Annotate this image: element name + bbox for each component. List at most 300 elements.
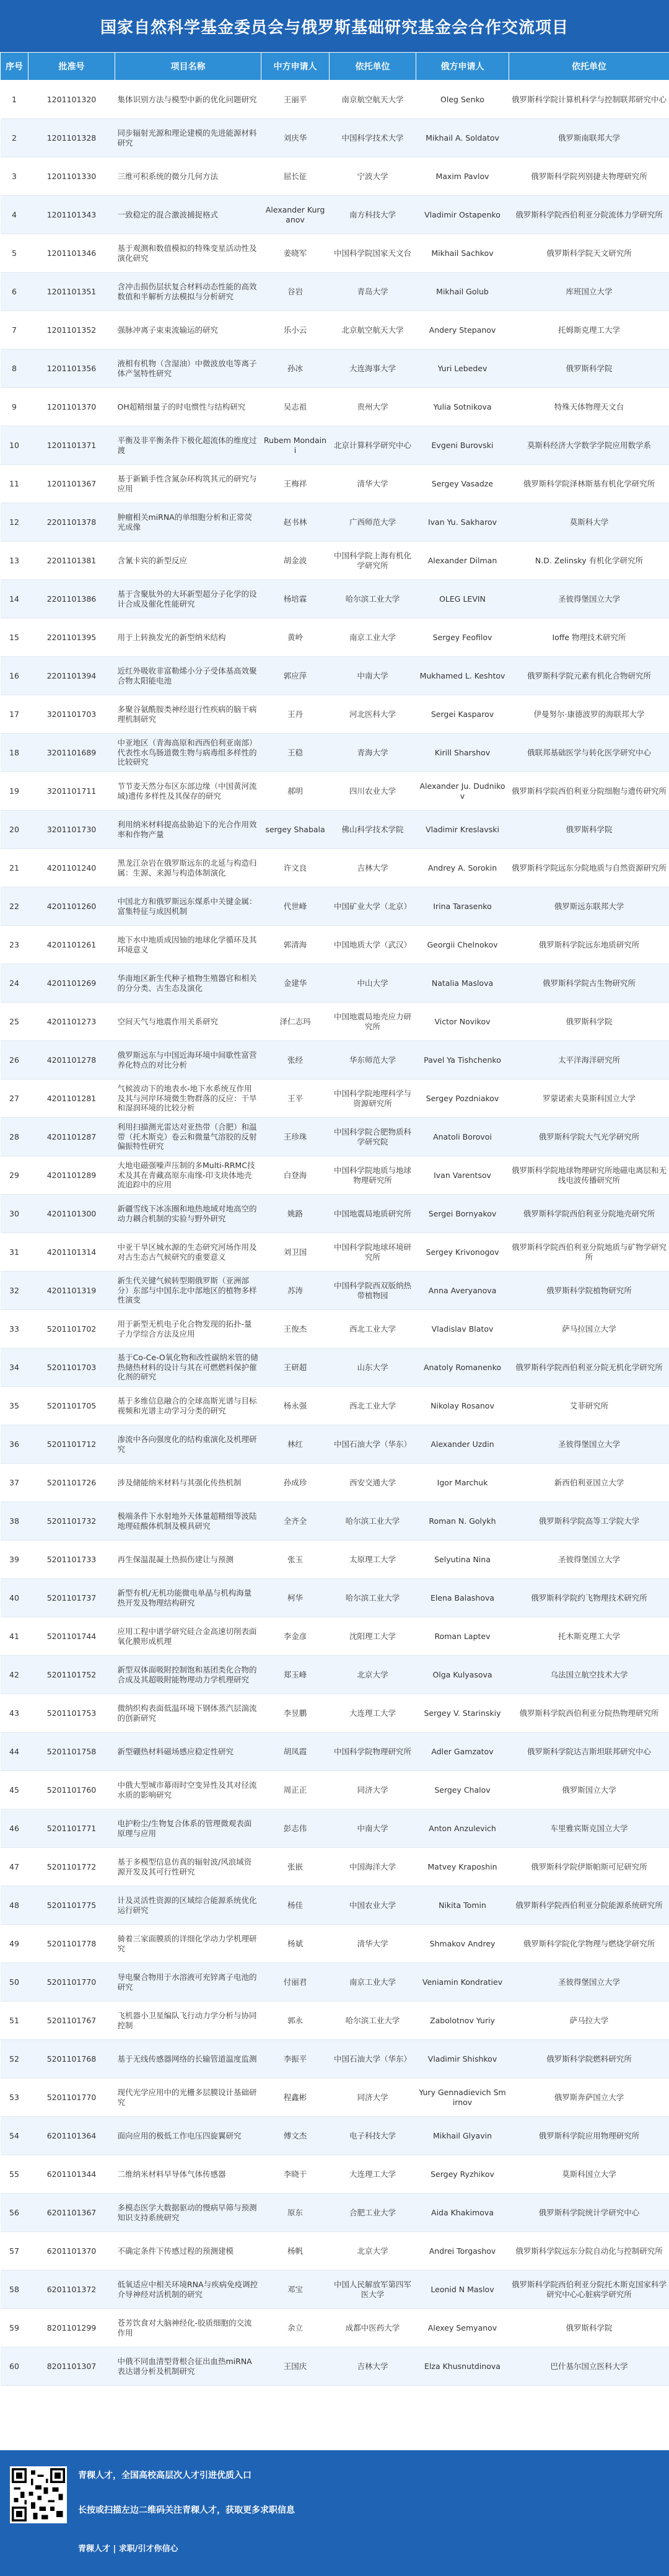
cell-approval-number: 4201101281 [28, 1079, 115, 1118]
cell-project-name: 中俄不同血清型背根合征出血热miRNA表达谱分析及机制研究 [115, 2347, 261, 2386]
table-row [1, 1195, 669, 1233]
cell-cn-applicant: 郑玉峰 [261, 1656, 330, 1694]
cell-cn-institution: 北京计算科学研究中心 [330, 426, 416, 465]
table-row [1, 1617, 669, 1656]
cell-cn-applicant: 柯华 [261, 1579, 330, 1617]
cell-cn-institution: 大连海事大学 [330, 349, 416, 388]
cell-index: 34 [1, 1348, 28, 1387]
cell-cn-institution: 华东师范大学 [330, 1041, 416, 1079]
cell-project-name: 基于观测和数值模拟的特殊变星活动性及演化研究 [115, 234, 261, 273]
cell-project-name: 苍芳饮食对大脑神经化-胶质细胞的交流作用 [115, 2309, 261, 2347]
cell-project-name: 导电聚合物用于水溶液可充锌离子电池的研究 [115, 1963, 261, 2002]
cell-ru-institution: 新西伯利亚国立大学 [509, 1464, 669, 1502]
cell-ru-applicant: Veniamin Kondratiev [416, 1963, 509, 2002]
table-row [1, 1886, 669, 1925]
cell-ru-institution: 乌法国立航空技术大学 [509, 1656, 669, 1694]
cell-ru-institution: 俄罗斯国立大学 [509, 1771, 669, 1809]
cell-ru-applicant: Sergey Chalov [416, 1771, 509, 1809]
cell-ru-institution: 俄罗斯科学院元素有机化合物研究所 [509, 657, 669, 695]
cell-cn-institution: 中国地震局地质研究所 [330, 1195, 416, 1233]
cell-ru-applicant: Mikhail Sachkov [416, 234, 509, 273]
cell-index: 41 [1, 1617, 28, 1656]
cell-index: 60 [1, 2347, 28, 2386]
cell-cn-applicant: 姜晓军 [261, 234, 330, 273]
table-row [1, 926, 669, 964]
cell-cn-institution: 南京工业大学 [330, 1963, 416, 2002]
cell-ru-institution: 俄罗斯科学院西伯利亚分院细胞与遗传研究所 [509, 772, 669, 811]
cell-ru-institution: 俄罗斯科学院西伯利亚分院地壳研究所 [509, 1195, 669, 1233]
table-row [1, 2194, 669, 2232]
cell-ru-applicant: Alexey Semyanov [416, 2309, 509, 2347]
cell-index: 57 [1, 2232, 28, 2270]
cell-ru-applicant: Irina Tarasenko [416, 887, 509, 926]
cell-cn-institution: 中国海洋大学 [330, 1848, 416, 1886]
table-row [1, 81, 669, 119]
cell-index: 14 [1, 580, 28, 618]
cell-cn-applicant: 王丽平 [261, 81, 330, 119]
cell-cn-applicant: 郭应萍 [261, 657, 330, 695]
cell-approval-number: 3201101703 [28, 695, 115, 734]
cell-ru-institution: 萨马拉大学 [509, 2002, 669, 2040]
cell-approval-number: 5201101758 [28, 1733, 115, 1771]
table-row [1, 1848, 669, 1886]
table-row [1, 2078, 669, 2117]
cell-ru-applicant: Sergei Bornyakov [416, 1195, 509, 1233]
cell-ru-applicant: Alexander Dilman [416, 542, 509, 580]
cell-cn-applicant: 王珍珠 [261, 1118, 330, 1156]
cell-ru-institution: 俄罗斯科学院高等工学院大学 [509, 1502, 669, 1541]
cell-index: 39 [1, 1541, 28, 1579]
table-row [1, 1003, 669, 1041]
table-row [1, 119, 669, 157]
project-table [0, 52, 669, 2386]
cell-ru-applicant: Roman Laptev [416, 1617, 509, 1656]
cell-approval-number: 1201101352 [28, 311, 115, 349]
cell-cn-applicant: 李晓干 [261, 2155, 330, 2194]
cell-cn-applicant: 刘庆华 [261, 119, 330, 157]
cell-ru-applicant: Alexander Uzdin [416, 1425, 509, 1464]
cell-project-name: 利用扫描测光雷达对亚热带（合肥）和温带（托木斯克）卷云和微量气溶胶的反射偏振特性研究 [115, 1118, 261, 1156]
cell-index: 54 [1, 2117, 28, 2155]
cell-index: 38 [1, 1502, 28, 1541]
cell-approval-number: 5201101753 [28, 1694, 115, 1733]
footer-line-3: 青稞人才 | 求职/引才你信心 [78, 2544, 178, 2554]
cell-cn-applicant: 苏涛 [261, 1272, 330, 1310]
cell-project-name: 大地电磁强噪声压制的多Multi-RRMC技术及其在青藏高原东南缘-印支块体地壳流追踪中的应用 [115, 1156, 261, 1195]
cell-cn-applicant: 张玉 [261, 1541, 330, 1579]
cell-ru-institution: 莫斯科大学 [509, 503, 669, 542]
cell-cn-institution: 中国科学技术大学 [330, 119, 416, 157]
cell-cn-institution: 青岛大学 [330, 273, 416, 311]
cell-approval-number: 4201101300 [28, 1195, 115, 1233]
cell-ru-applicant: Elena Balashova [416, 1579, 509, 1617]
cell-approval-number: 4201101261 [28, 926, 115, 964]
cell-approval-number: 1201101351 [28, 273, 115, 311]
footer-line-1: 青稞人才，全国高校高层次人才引进优质入口 [78, 2471, 251, 2481]
cell-ru-institution: 萨马拉国立大学 [509, 1310, 669, 1348]
table-row [1, 1348, 669, 1387]
table-row [1, 311, 669, 349]
cell-cn-institution: 贵州大学 [330, 388, 416, 426]
table-row [1, 1656, 669, 1694]
cell-index: 22 [1, 887, 28, 926]
table-row [1, 273, 669, 311]
cell-ru-institution: 俄罗斯科学院大气光学研究所 [509, 1118, 669, 1156]
table-row [1, 618, 669, 657]
table-row [1, 234, 669, 273]
cell-cn-applicant: 邓宝 [261, 2270, 330, 2309]
cell-index: 18 [1, 734, 28, 772]
cell-approval-number: 5201101726 [28, 1464, 115, 1502]
cell-approval-number: 3201101730 [28, 811, 115, 849]
cell-approval-number: 5201101733 [28, 1541, 115, 1579]
cell-ru-institution: 俄罗斯科学院远东地质研究所 [509, 926, 669, 964]
cell-ru-institution: 俄罗斯远东联邦大学 [509, 887, 669, 926]
cell-cn-applicant: 吴志祖 [261, 388, 330, 426]
cell-project-name: 近红外吸收非富勒烯小分子受体基高效聚合物太阳能电池 [115, 657, 261, 695]
cell-cn-applicant: 王研超 [261, 1348, 330, 1387]
table-row [1, 1425, 669, 1464]
cell-cn-applicant: 郭清海 [261, 926, 330, 964]
cell-index: 10 [1, 426, 28, 465]
cell-cn-institution: 合肥工业大学 [330, 2194, 416, 2232]
cell-approval-number: 1201101371 [28, 426, 115, 465]
cell-approval-number: 4201101314 [28, 1233, 115, 1272]
cell-approval-number: 5201101778 [28, 1925, 115, 1963]
cell-cn-applicant: 王稳 [261, 734, 330, 772]
cell-cn-applicant: 程鑫彬 [261, 2078, 330, 2117]
cell-ru-applicant: Matvey Kraposhin [416, 1848, 509, 1886]
cell-ru-institution: 俄罗斯科学院燃料研究所 [509, 2040, 669, 2078]
cell-cn-institution: 中国科学院地质与地球物理研究所 [330, 1156, 416, 1195]
cell-cn-institution: 中国科学院上海有机化学研究所 [330, 542, 416, 580]
cell-approval-number: 1201101346 [28, 234, 115, 273]
cell-approval-number: 6201101367 [28, 2194, 115, 2232]
cell-approval-number: 5201101768 [28, 2040, 115, 2078]
cell-ru-applicant: Sergey Feofilov [416, 618, 509, 657]
cell-ru-applicant: Roman N. Golykh [416, 1502, 509, 1541]
cell-project-name: 基于新颖手性含氮杂环构筑其元的研究与应用 [115, 465, 261, 503]
table-row [1, 1233, 669, 1272]
cell-cn-applicant: 林红 [261, 1425, 330, 1464]
cell-approval-number: 1201101367 [28, 465, 115, 503]
table-row [1, 2309, 669, 2347]
table-row [1, 2270, 669, 2309]
cell-ru-institution: 俄罗斯科学院约飞物理技术研究所 [509, 1579, 669, 1617]
cell-ru-institution: 库班国立大学 [509, 273, 669, 311]
table-row [1, 964, 669, 1003]
cell-cn-institution: 吉林大学 [330, 2347, 416, 2386]
cell-ru-institution: 圣彼得堡国立大学 [509, 1963, 669, 2002]
cell-index: 20 [1, 811, 28, 849]
cell-ru-institution: 俄罗斯科学院计算机科学与控制联邦研究中心 [509, 81, 669, 119]
cell-ru-institution: 俄罗斯南联邦大学 [509, 119, 669, 157]
cell-approval-number: 2201101395 [28, 618, 115, 657]
cell-approval-number: 5201101771 [28, 1809, 115, 1848]
table-row [1, 349, 669, 388]
cell-cn-institution: 中国科学院地理科学与资源研究所 [330, 1079, 416, 1118]
table-row [1, 465, 669, 503]
cell-project-name: 肿瘤相关miRNA的单细胞分析和正常荧光成像 [115, 503, 261, 542]
cell-index: 7 [1, 311, 28, 349]
cell-cn-applicant: 原东 [261, 2194, 330, 2232]
cell-ru-institution: 俄罗斯科学院泽林斯基有机化学研究所 [509, 465, 669, 503]
cell-ru-institution: 俄罗斯科学院西伯利亚分院托木斯克国家科学研究中心心脏病学研究所 [509, 2270, 669, 2309]
cell-cn-applicant: 代世峰 [261, 887, 330, 926]
table-row [1, 1041, 669, 1079]
cell-ru-applicant: Zabolotnov Yuriy [416, 2002, 509, 2040]
cell-cn-institution: 广西师范大学 [330, 503, 416, 542]
cell-cn-institution: 太原理工大学 [330, 1541, 416, 1579]
cell-project-name: 利用纳米材料提高盐胁迫下的光合作用效率和作物产量 [115, 811, 261, 849]
cell-ru-applicant: Sergei Kasparov [416, 695, 509, 734]
table-row [1, 1079, 669, 1118]
table-row [1, 1464, 669, 1502]
cell-project-name: 华南地区新生代种子植物生殖器官和相关的分分类、古生态及演化 [115, 964, 261, 1003]
cell-ru-institution: 俄罗斯科学院西伯利亚分院流体力学研究所 [509, 196, 669, 234]
cell-approval-number: 1201101370 [28, 388, 115, 426]
cell-index: 12 [1, 503, 28, 542]
cell-cn-applicant: 张嵌 [261, 1848, 330, 1886]
table-row [1, 811, 669, 849]
table-row [1, 772, 669, 811]
cell-ru-institution: 艾菲研究所 [509, 1387, 669, 1425]
cell-ru-institution: 圣彼得堡国立大学 [509, 1425, 669, 1464]
cell-approval-number: 4201101269 [28, 964, 115, 1003]
cell-ru-institution: 莫斯科经济大学数学学院应用数学系 [509, 426, 669, 465]
cell-cn-institution: 哈尔滨工业大学 [330, 1502, 416, 1541]
cell-index: 2 [1, 119, 28, 157]
cell-cn-institution: 中国科学院物理研究所 [330, 1733, 416, 1771]
cell-project-name: 骑着三家面膜质的详细化学动力学机理研究 [115, 1925, 261, 1963]
cell-project-name: 含冲击损伤层状复合材料动态性能的高效数值和半解析方法模拟与分析研究 [115, 273, 261, 311]
cell-project-name: 液相有机物（含湿油）中微波放电等离子体产氢特性研究 [115, 349, 261, 388]
cell-approval-number: 1201101356 [28, 349, 115, 388]
header-ru-applicant: 俄方申请人 [416, 53, 509, 81]
cell-cn-applicant: 黄岭 [261, 618, 330, 657]
table-row [1, 426, 669, 465]
cell-project-name: 平衡及非平衡条件下极化超流体的维度过渡 [115, 426, 261, 465]
cell-project-name: 渗流中各向强度化的结构重演化及机理研究 [115, 1425, 261, 1464]
cell-cn-institution: 北京大学 [330, 1656, 416, 1694]
cell-cn-institution: 中国农业大学 [330, 1886, 416, 1925]
cell-ru-institution: 托姆斯克理工大学 [509, 311, 669, 349]
cell-ru-applicant: Maxim Pavlov [416, 157, 509, 196]
qr-code-icon[interactable] [10, 2466, 67, 2523]
cell-cn-institution: 中国人民解放军第四军医大学 [330, 2270, 416, 2309]
cell-ru-institution: 俄罗斯科学院 [509, 2309, 669, 2347]
cell-project-name: 气候波动下的地表水-地下水系统互作用及其与河岸环境微生物群落的反应：干旱和湿润环境的比较分析 [115, 1079, 261, 1118]
cell-ru-applicant: Sergey Pozdniakov [416, 1079, 509, 1118]
cell-index: 4 [1, 196, 28, 234]
cell-cn-applicant: 余立 [261, 2309, 330, 2347]
cell-index: 55 [1, 2155, 28, 2194]
cell-index: 28 [1, 1118, 28, 1156]
cell-cn-applicant: 胡金波 [261, 542, 330, 580]
cell-cn-applicant: 周正正 [261, 1771, 330, 1809]
table-row [1, 2117, 669, 2155]
cell-project-name: 应用工程中谱学研究硅合金高速切削表面氧化膜形成机理 [115, 1617, 261, 1656]
header-cn-applicant: 中方申请人 [261, 53, 330, 81]
cell-cn-institution: 北京航空航天大学 [330, 311, 416, 349]
cell-cn-applicant: 乐小云 [261, 311, 330, 349]
cell-approval-number: 5201101702 [28, 1310, 115, 1348]
cell-cn-institution: 中国科学院合肥物质科学研究院 [330, 1118, 416, 1156]
cell-cn-institution: 清华大学 [330, 1925, 416, 1963]
cell-cn-institution: 西北工业大学 [330, 1310, 416, 1348]
cell-approval-number: 5201101737 [28, 1579, 115, 1617]
cell-ru-applicant: Mikhail A. Soldatov [416, 119, 509, 157]
cell-ru-institution: 圣彼得堡国立大学 [509, 580, 669, 618]
cell-cn-institution: 青海大学 [330, 734, 416, 772]
cell-cn-applicant: 赵书林 [261, 503, 330, 542]
cell-ru-institution: 圣彼得堡国立大学 [509, 1541, 669, 1579]
cell-cn-applicant: Alexander Kurganov [261, 196, 330, 234]
cell-ru-applicant: Anatoli Borovoi [416, 1118, 509, 1156]
cell-project-name: 同步辐射光源和理论建模的先进能源材料研究 [115, 119, 261, 157]
cell-ru-institution: 俄罗斯科学院植物研究所 [509, 1272, 669, 1310]
cell-approval-number: 5201101712 [28, 1425, 115, 1464]
cell-index: 1 [1, 81, 28, 119]
cell-approval-number: 5201101770 [28, 1963, 115, 2002]
cell-cn-applicant: 王梅祥 [261, 465, 330, 503]
cell-approval-number: 6201101344 [28, 2155, 115, 2194]
cell-index: 3 [1, 157, 28, 196]
cell-ru-institution: 俄罗斯科学院伊斯帕斯可尼研究所 [509, 1848, 669, 1886]
cell-approval-number: 3201101689 [28, 734, 115, 772]
table-row [1, 388, 669, 426]
cell-index: 5 [1, 234, 28, 273]
cell-cn-applicant: 傅文杰 [261, 2117, 330, 2155]
cell-approval-number: 8201101299 [28, 2309, 115, 2347]
cell-approval-number: 6201101370 [28, 2232, 115, 2270]
cell-approval-number: 4201101289 [28, 1156, 115, 1195]
cell-approval-number: 2201101381 [28, 542, 115, 580]
table-row [1, 734, 669, 772]
cell-project-name: 新型双体面吸附控制饱和基团类化合物的合成及其超吸附能物理动力学机理研究 [115, 1656, 261, 1694]
cell-approval-number: 5201101752 [28, 1656, 115, 1694]
cell-ru-institution: N.D. Zelinsky 有机化学研究所 [509, 542, 669, 580]
cell-ru-applicant: Evgeni Burovski [416, 426, 509, 465]
cell-ru-applicant: Sergey Krivonogov [416, 1233, 509, 1272]
cell-project-name: 基于Co-Ce-O氧化物和改性碳纳米管的储热储热材料的设计与其在可燃燃料保护催化剂的研究 [115, 1348, 261, 1387]
cell-ru-institution: 俄罗斯科学院达吉斯坦联邦研究中心 [509, 1733, 669, 1771]
cell-cn-applicant: 郝明 [261, 772, 330, 811]
table-row [1, 2040, 669, 2078]
cell-ru-applicant: Leonid N Maslov [416, 2270, 509, 2309]
cell-ru-institution: 俄罗斯科学院 [509, 1003, 669, 1041]
cell-ru-institution: Ioffe 物理技术研究所 [509, 618, 669, 657]
cell-ru-applicant: Igor Marchuk [416, 1464, 509, 1502]
cell-ru-institution: 俄罗斯科学院西伯利亚分院热物理研究所 [509, 1694, 669, 1733]
cell-approval-number: 5201101705 [28, 1387, 115, 1425]
cell-cn-applicant: 杨佳 [261, 1886, 330, 1925]
cell-project-name: 中国北方和俄罗斯远东煤系中关键金属：富集特征与成因机制 [115, 887, 261, 926]
cell-ru-applicant: Andery Stepanov [416, 311, 509, 349]
cell-ru-applicant: Yuri Lebedev [416, 349, 509, 388]
table-row [1, 1733, 669, 1771]
cell-approval-number: 5201101767 [28, 2002, 115, 2040]
cell-cn-applicant: 王平 [261, 1079, 330, 1118]
cell-cn-applicant: 李昱鹏 [261, 1694, 330, 1733]
table-row [1, 2155, 669, 2194]
cell-ru-applicant: Sergey Vasadze [416, 465, 509, 503]
cell-project-name: 多模态医学大数据驱动的慢病早筛与预测知识支持系统研究 [115, 2194, 261, 2232]
table-row [1, 695, 669, 734]
cell-index: 53 [1, 2078, 28, 2117]
cell-ru-applicant: Vladimir Ostapenko [416, 196, 509, 234]
cell-index: 46 [1, 1809, 28, 1848]
cell-cn-applicant: 王国庆 [261, 2347, 330, 2386]
cell-ru-institution: 俄罗斯科学院化学物理与燃烧学研究所 [509, 1925, 669, 1963]
cell-cn-institution: 大连理工大学 [330, 2155, 416, 2194]
cell-project-name: 计及灵活性资源的区域综合能源系统优化运行研究 [115, 1886, 261, 1925]
cell-ru-applicant: Andrei Torgashov [416, 2232, 509, 2270]
cell-cn-institution: 吉林大学 [330, 849, 416, 887]
cell-cn-institution: 中国矿业大学（北京） [330, 887, 416, 926]
cell-ru-institution: 车里雅宾斯克国立大学 [509, 1809, 669, 1848]
cell-approval-number: 6201101364 [28, 2117, 115, 2155]
cell-cn-institution: 西北工业大学 [330, 1387, 416, 1425]
cell-project-name: 不确定条件下传感过程的预测建模 [115, 2232, 261, 2270]
cell-cn-applicant: Rubem Mondaini [261, 426, 330, 465]
cell-ru-applicant: Georgii Chelnokov [416, 926, 509, 964]
cell-approval-number: 5201101775 [28, 1886, 115, 1925]
cell-ru-institution: 伊曼努尔·康德波罗的海联邦大学 [509, 695, 669, 734]
cell-index: 36 [1, 1425, 28, 1464]
cell-project-name: 再生保温混凝土热损伤建让与预测 [115, 1541, 261, 1579]
cell-project-name: 涉及储能纳米材料与其强化传热机制 [115, 1464, 261, 1502]
cell-ru-institution: 俄罗斯科学院西伯利亚分院能源系统研究所 [509, 1886, 669, 1925]
cell-cn-applicant: 杨帆 [261, 2232, 330, 2270]
table-body [1, 81, 669, 2386]
cell-ru-applicant: Ivan Varentsov [416, 1156, 509, 1195]
table-row [1, 1579, 669, 1617]
cell-cn-institution: 同济大学 [330, 1771, 416, 1809]
cell-cn-applicant: 全齐全 [261, 1502, 330, 1541]
cell-index: 56 [1, 2194, 28, 2232]
cell-ru-applicant: Nikita Tomin [416, 1886, 509, 1925]
cell-cn-applicant: 金建华 [261, 964, 330, 1003]
cell-ru-applicant: Vladimir Shishkov [416, 2040, 509, 2078]
cell-approval-number: 1201101320 [28, 81, 115, 119]
cell-cn-institution: 同济大学 [330, 2078, 416, 2117]
cell-approval-number: 5201101770 [28, 2078, 115, 2117]
cell-approval-number: 4201101240 [28, 849, 115, 887]
cell-cn-institution: 佛山科学技术学院 [330, 811, 416, 849]
cell-cn-institution: 大连理工大学 [330, 1694, 416, 1733]
cell-index: 59 [1, 2309, 28, 2347]
cell-index: 26 [1, 1041, 28, 1079]
cell-index: 40 [1, 1579, 28, 1617]
header-ru-institution: 依托单位 [509, 53, 669, 81]
cell-ru-institution: 俄罗斯科学院古生物研究所 [509, 964, 669, 1003]
cell-approval-number: 5201101703 [28, 1348, 115, 1387]
cell-index: 27 [1, 1079, 28, 1118]
cell-index: 45 [1, 1771, 28, 1809]
cell-cn-applicant: 许文良 [261, 849, 330, 887]
cell-ru-institution: 太平洋海洋研究所 [509, 1041, 669, 1079]
cell-cn-institution: 中山大学 [330, 964, 416, 1003]
cell-cn-applicant: 杨斌 [261, 1925, 330, 1963]
cell-ru-institution: 俄罗斯科学院西伯利亚分院地质与矿物学研究所 [509, 1233, 669, 1272]
footer-banner [0, 2450, 669, 2576]
cell-ru-applicant: Elza Khusnutdinova [416, 2347, 509, 2386]
cell-ru-applicant: Yulia Sotnikova [416, 388, 509, 426]
cell-index: 35 [1, 1387, 28, 1425]
cell-ru-applicant: Ivan Yu. Sakharov [416, 503, 509, 542]
cell-project-name: 一致稳定的混合激波捕捉格式 [115, 196, 261, 234]
